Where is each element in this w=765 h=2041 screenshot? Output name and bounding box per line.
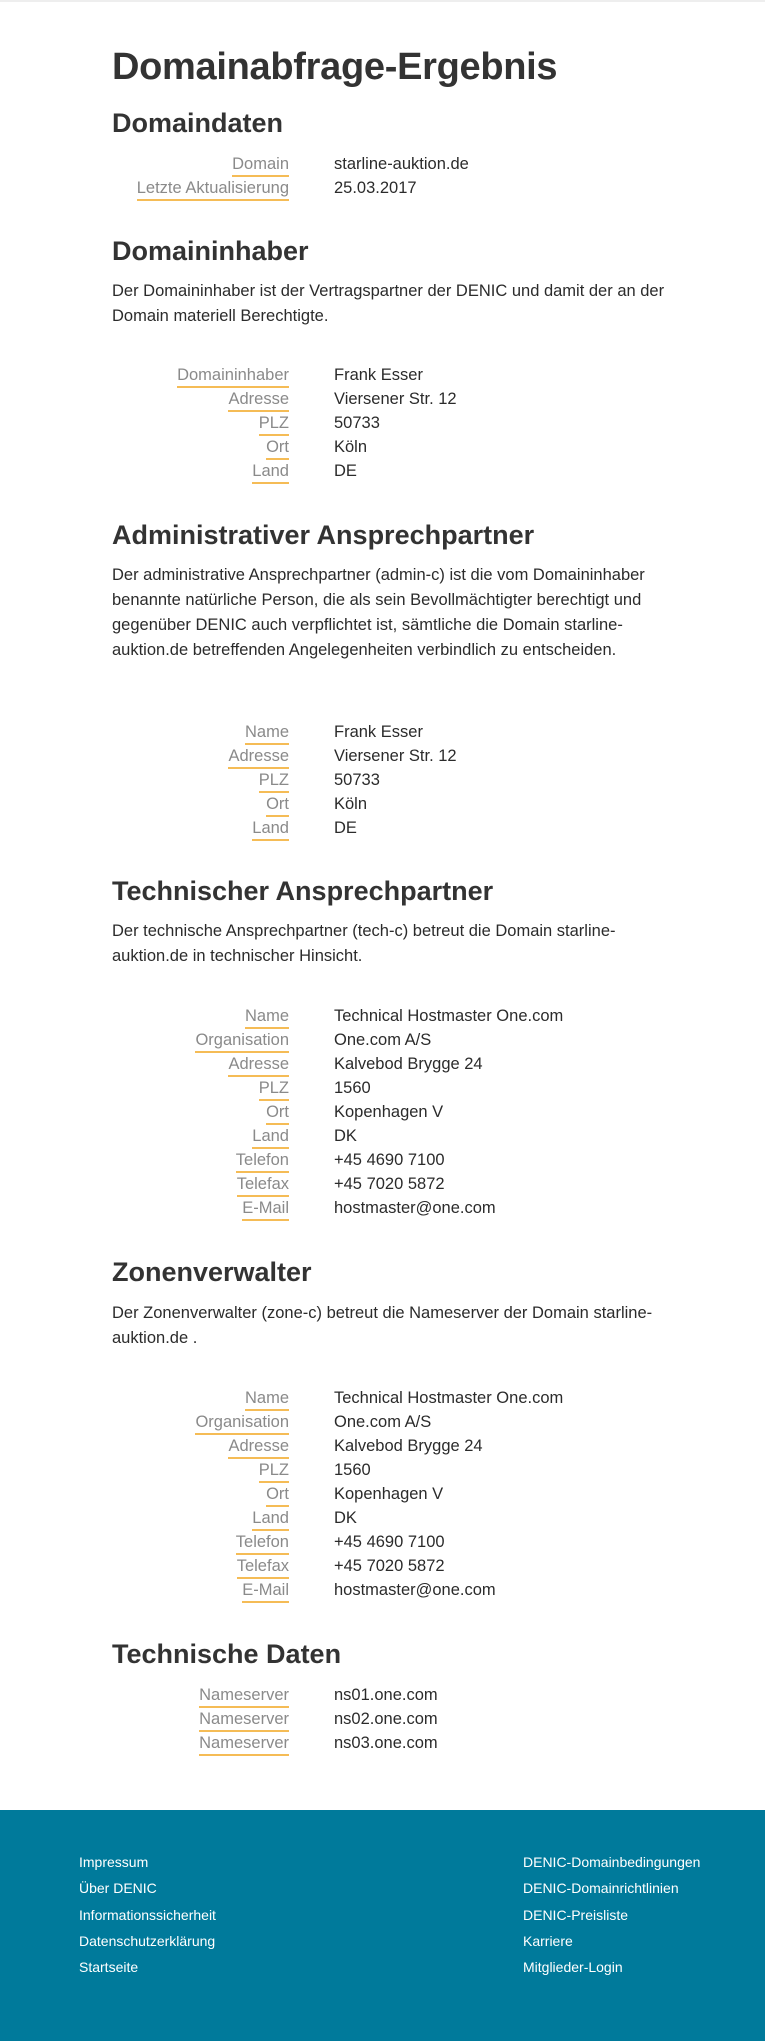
data-row xyxy=(112,1125,672,1149)
section-intro: Der technische Ansprechpartner (tech-c) betreut die Domain starline-auktion.de in technischer Hinsicht. xyxy=(112,922,616,965)
data-row xyxy=(112,745,672,769)
field-value: Kalvebod Brygge 24 xyxy=(334,1437,483,1455)
page-title: Domainabfrage-Ergebnis xyxy=(112,46,558,88)
section-heading-admin-c: Administrativer Ansprechpartner xyxy=(112,520,535,550)
field-label: Telefax xyxy=(237,1173,289,1197)
field-value: 1560 xyxy=(334,1079,371,1097)
field-label: Adresse xyxy=(228,1053,289,1077)
data-row xyxy=(112,1029,672,1053)
field-value: Köln xyxy=(334,438,368,456)
field-value: DE xyxy=(334,462,357,480)
field-label: Domain xyxy=(232,153,289,177)
field-label: PLZ xyxy=(259,1077,289,1101)
section-heading-domaininhaber: Domaininhaber xyxy=(112,236,309,266)
data-row xyxy=(112,1684,672,1708)
data-row xyxy=(112,1173,672,1197)
field-label: Name xyxy=(245,1387,289,1411)
field-label: PLZ xyxy=(259,1459,289,1483)
field-value: Viersener Str. 12 xyxy=(334,747,457,765)
field-label: Telefax xyxy=(237,1555,289,1579)
field-value: 50733 xyxy=(334,771,380,789)
field-value: +45 4690 7100 xyxy=(334,1151,445,1169)
field-label: Nameserver xyxy=(199,1708,289,1732)
field-label: Nameserver xyxy=(199,1684,289,1708)
section-intro: Der administrative Ansprechpartner (admin-c) ist die vom Domaininhaber benannte natürliche Person, die als sein Bevollmächtigter berechtigt und gegenüber DENIC auch verpflichtet ist, sämtliche die Domain starline-auktion.de betreffenden Angelegenheiten verbindlich zu entscheiden. xyxy=(112,566,645,659)
field-label: PLZ xyxy=(259,769,289,793)
field-label: Name xyxy=(245,1005,289,1029)
data-row xyxy=(112,1053,672,1077)
section-intro: Der Domaininhaber ist der Vertragspartner der DENIC und damit der an der Domain materiell Berechtigte. xyxy=(112,282,665,325)
field-value: DE xyxy=(334,819,357,837)
field-value: ns02.one.com xyxy=(334,1710,438,1728)
data-row xyxy=(112,1005,672,1029)
data-row xyxy=(112,817,672,841)
field-label: Land xyxy=(252,460,289,484)
data-row xyxy=(112,1411,672,1435)
data-row xyxy=(112,1732,672,1756)
field-value: Technical Hostmaster One.com xyxy=(334,1007,564,1025)
footer-link-ueber-denic[interactable]: Über DENIC xyxy=(79,1880,157,1896)
footer-link-domainrichtlinien[interactable]: DENIC-Domainrichtlinien xyxy=(523,1880,679,1896)
footer-link-karriere[interactable]: Karriere xyxy=(523,1933,573,1949)
data-row xyxy=(112,388,672,412)
field-value: 50733 xyxy=(334,414,380,432)
field-label: PLZ xyxy=(259,412,289,436)
field-label: E-Mail xyxy=(242,1579,289,1603)
top-border xyxy=(0,0,765,2)
footer xyxy=(0,1810,765,2041)
data-row xyxy=(112,1507,672,1531)
field-value: Technical Hostmaster One.com xyxy=(334,1389,564,1407)
field-value: Viersener Str. 12 xyxy=(334,390,457,408)
footer-link-startseite[interactable]: Startseite xyxy=(79,1959,139,1975)
data-row xyxy=(112,1149,672,1173)
data-row xyxy=(112,460,672,484)
field-value: Kopenhagen V xyxy=(334,1103,444,1121)
data-row xyxy=(112,793,672,817)
data-row xyxy=(112,1579,672,1603)
field-label: Land xyxy=(252,1507,289,1531)
footer-link-preisliste[interactable]: DENIC-Preisliste xyxy=(523,1907,629,1923)
data-row xyxy=(112,364,672,388)
field-label: Adresse xyxy=(228,388,289,412)
field-label: Letzte Aktualisierung xyxy=(137,177,289,201)
data-row xyxy=(112,1459,672,1483)
field-label: Organisation xyxy=(195,1029,289,1053)
field-label: Ort xyxy=(266,1101,289,1125)
field-label: Telefon xyxy=(236,1531,289,1555)
data-row xyxy=(112,1101,672,1125)
footer-link-datenschutz[interactable]: Datenschutzerklärung xyxy=(79,1933,216,1949)
field-label: Ort xyxy=(266,1483,289,1507)
data-row xyxy=(112,1197,672,1221)
field-value: starline-auktion.de xyxy=(334,155,469,173)
field-value: ns03.one.com xyxy=(334,1734,438,1752)
field-label: Land xyxy=(252,817,289,841)
field-label: Nameserver xyxy=(199,1732,289,1756)
data-row xyxy=(112,1387,672,1411)
field-value: ns01.one.com xyxy=(334,1686,438,1704)
data-row xyxy=(112,769,672,793)
data-row xyxy=(112,1435,672,1459)
data-row xyxy=(112,1077,672,1101)
data-row xyxy=(112,436,672,460)
field-value: DK xyxy=(334,1509,357,1527)
field-value: 1560 xyxy=(334,1461,371,1479)
field-value: hostmaster@one.com xyxy=(334,1581,496,1599)
field-value: Frank Esser xyxy=(334,366,423,384)
data-row xyxy=(112,412,672,436)
field-value: Frank Esser xyxy=(334,723,423,741)
data-row xyxy=(112,1531,672,1555)
footer-link-domainbedingungen[interactable]: DENIC-Domainbedingungen xyxy=(523,1854,701,1870)
field-value: Köln xyxy=(334,795,368,813)
field-value: DK xyxy=(334,1127,357,1145)
section-heading-technische-daten: Technische Daten xyxy=(112,1639,342,1669)
section-heading-zone-c: Zonenverwalter xyxy=(112,1257,312,1287)
field-label: Ort xyxy=(266,436,289,460)
data-row xyxy=(112,721,672,745)
field-label: Organisation xyxy=(195,1411,289,1435)
field-label: Adresse xyxy=(228,1435,289,1459)
field-value: One.com A/S xyxy=(334,1413,432,1431)
field-label: Name xyxy=(245,721,289,745)
data-row xyxy=(112,153,672,177)
footer-link-impressum[interactable]: Impressum xyxy=(79,1854,149,1870)
field-label: Ort xyxy=(266,793,289,817)
footer-link-mitglieder-login[interactable]: Mitglieder-Login xyxy=(523,1959,623,1975)
section-intro: Der Zonenverwalter (zone-c) betreut die Nameserver der Domain starline-auktion.de . xyxy=(112,1304,653,1347)
field-label: Land xyxy=(252,1125,289,1149)
field-value: 25.03.2017 xyxy=(334,179,417,197)
field-value: +45 4690 7100 xyxy=(334,1533,445,1551)
field-value: hostmaster@one.com xyxy=(334,1199,496,1217)
field-value: Kalvebod Brygge 24 xyxy=(334,1055,483,1073)
data-row xyxy=(112,1555,672,1579)
section-heading-tech-c: Technischer Ansprechpartner xyxy=(112,876,494,906)
data-row xyxy=(112,1708,672,1732)
footer-link-informationssicherheit[interactable]: Informationssicherheit xyxy=(79,1907,216,1923)
field-value: Kopenhagen V xyxy=(334,1485,444,1503)
field-label: Domaininhaber xyxy=(177,364,289,388)
field-label: Adresse xyxy=(228,745,289,769)
field-value: +45 7020 5872 xyxy=(334,1175,445,1193)
field-label: E-Mail xyxy=(242,1197,289,1221)
field-label: Telefon xyxy=(236,1149,289,1173)
data-row xyxy=(112,1483,672,1507)
field-value: One.com A/S xyxy=(334,1031,432,1049)
section-heading-domaindaten: Domaindaten xyxy=(112,108,284,138)
field-value: +45 7020 5872 xyxy=(334,1557,445,1575)
data-row xyxy=(112,177,672,201)
